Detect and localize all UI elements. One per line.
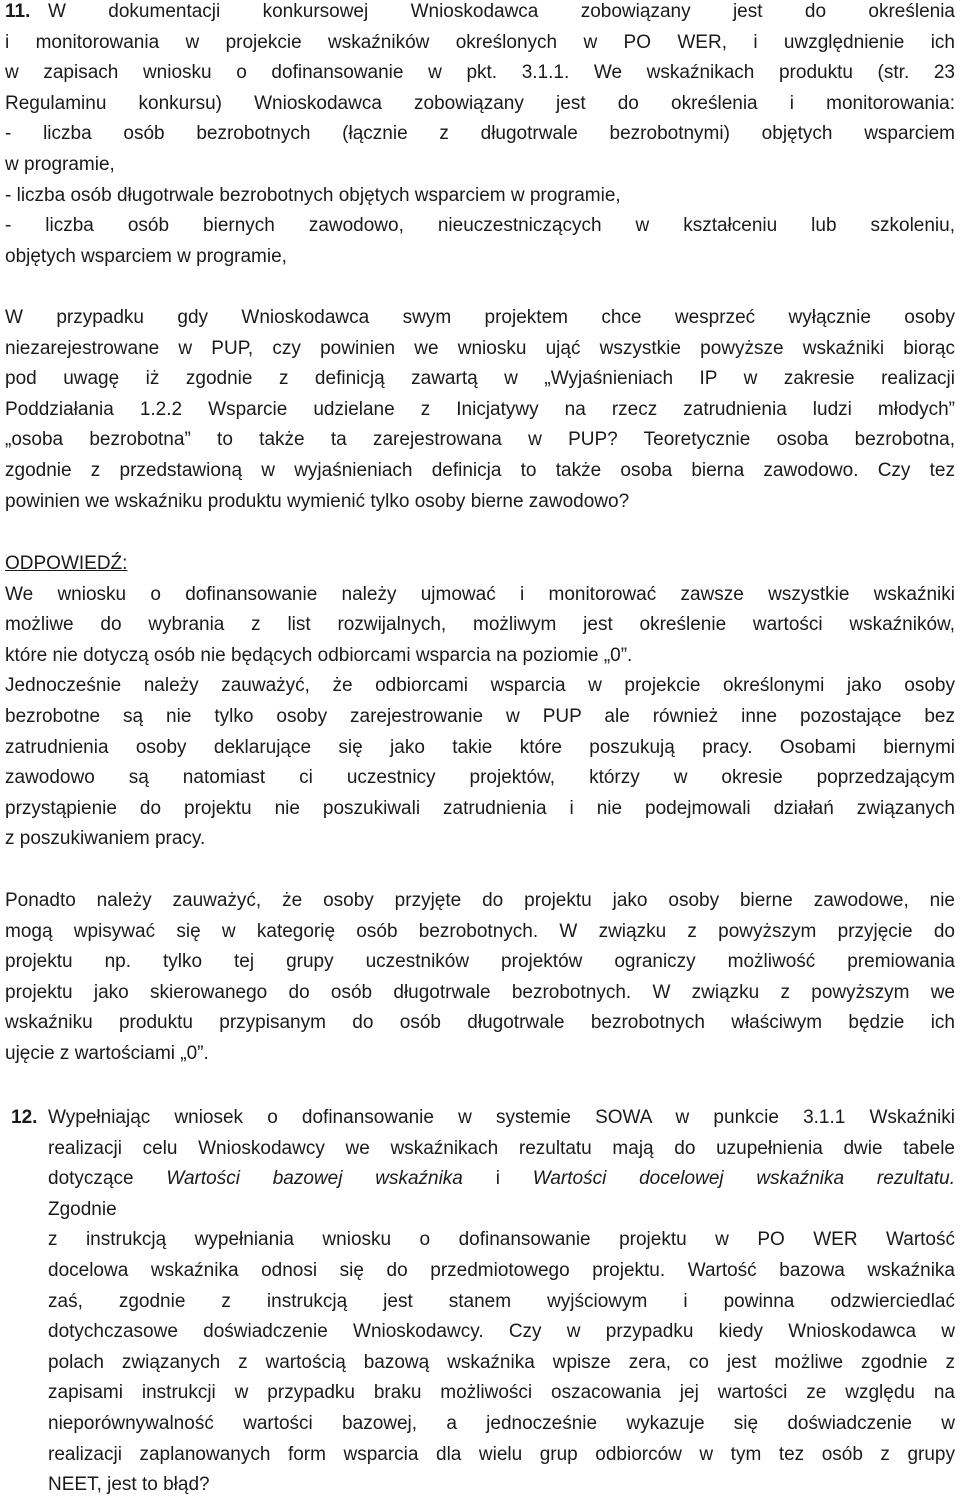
text-line: Jednocześnie należy zauważyć, że odbiorcami wsparcia w projekcie określonymi jako osoby: [5, 675, 955, 697]
text-line: projektu np. tylko tej grupy uczestników projektów ograniczy możliwość premiowania: [5, 951, 955, 973]
text-line: projektu jako skierowanego do osób długotrwale bezrobotnych. W związku z powyższym we: [5, 981, 955, 1003]
text-line: z instrukcją wypełniania wniosku o dofinansowanie projektu w PO WER Wartość: [48, 1229, 955, 1251]
text-line: ujęcie z wartościami „0”.: [5, 1042, 209, 1064]
text-segment: i: [495, 1168, 500, 1190]
text-line: niezarejestrowane w PUP, czy powinien we wniosku ująć wszystkie powyższe wskaźniki biorąc: [5, 337, 955, 359]
text-segment: dotyczące: [48, 1168, 134, 1190]
text-line: w zapisach wniosku o dofinansowanie w pkt. 3.1.1. We wskaźnikach produktu (str. 23: [5, 62, 955, 84]
text-line: wskaźniku produktu przypisanym do osób długotrwale bezrobotnych właściwym będzie ich: [5, 1012, 955, 1034]
question-12-number: 12.: [11, 1107, 38, 1128]
text-line: Wypełniając wniosek o dofinansowanie w systemie SOWA w punkcie 3.1.1 Wskaźniki: [48, 1107, 955, 1128]
text-line: w programie,: [5, 153, 115, 175]
text-line: - liczba osób długotrwale bezrobotnych objętych wsparciem w programie,: [5, 184, 621, 206]
text-line: powinien we wskaźniku produktu wymienić tylko osoby bierne zawodowo?: [5, 490, 630, 512]
question-12: [48, 1103, 955, 1501]
question-11-intro-first-line: [48, 0, 955, 28]
text-line: Poddziałania 1.2.2 Wsparcie udzielane z Inicjatywy na rzecz zatrudnienia ludzi młodych”: [5, 398, 955, 420]
text-line: i monitorowania w projekcie wskaźników określonych w PO WER, i uwzględnienie ich: [5, 31, 955, 53]
question-11-question: [5, 303, 955, 517]
text-line: realizacji zaplanowanych form wsparcia dla wielu grup odbiorców w tym tez osób z grupy: [48, 1443, 955, 1465]
text-line: zaś, zgodnie z instrukcją jest stanem wyjściowym i powinna odzwierciedlać: [48, 1290, 955, 1312]
text-line: które nie dotyczą osób nie będących odbiorcami wsparcia na poziomie „0”.: [5, 644, 633, 666]
text-line: możliwe do wybrania z list rozwijalnych, możliwym jest określenie wartości wskaźników,: [5, 614, 955, 636]
answer-section-continued: [5, 886, 955, 1070]
text-line: W dokumentacji konkursowej Wnioskodawca zobowiązany jest do określenia: [48, 1, 955, 22]
text-line-with-italics: [48, 1164, 955, 1195]
text-line: przystąpienie do projektu nie poszukiwali zatrudnienia i nie podejmowali działań związanych: [5, 797, 955, 819]
text-line: Ponadto należy zauważyć, że osoby przyjęte do projektu jako osoby bierne zawodowe, nie: [5, 890, 955, 911]
text-line: realizacji celu Wnioskodawcy we wskaźnikach rezultatu mają do uzupełnienia dwie tabele: [48, 1137, 955, 1159]
text-line: zapisami instrukcji w przypadku braku możliwości oszacowania jej wartości ze względu na: [48, 1382, 955, 1404]
text-line: „osoba bezrobotna” to także ta zarejestrowana w PUP? Teoretycznie osoba bezrobotna,: [5, 429, 955, 451]
answer-section: [5, 549, 955, 855]
text-line: - liczba osób biernych zawodowo, nieuczestniczących w kształceniu lub szkoleniu,: [5, 215, 955, 237]
italic-term-baseline: Wartości bazowej wskaźnika: [166, 1168, 463, 1190]
text-line: We wniosku o dofinansowanie należy ujmować i monitorować zawsze wszystkie wskaźniki: [5, 583, 955, 605]
text-line: zawodowo są natomiast ci uczestnicy projektów, którzy w okresie poprzedzającym: [5, 767, 955, 789]
italic-term-target: Wartości docelowej wskaźnika rezultatu.: [532, 1168, 955, 1190]
text-line: pod uwagę iż zgodnie z definicją zawartą w „Wyjaśnieniach IP w zakresie realizacji: [5, 368, 955, 390]
text-line: dotychczasowe doświadczenie Wnioskodawcy. Czy w przypadku kiedy Wnioskodawca w: [48, 1321, 955, 1343]
question-11-number: 11.: [5, 1, 31, 22]
text-line: bezrobotne są nie tylko osoby zarejestrowanie w PUP ale również inne pozostające bez: [5, 705, 955, 727]
text-line: polach związanych z wartością bazową wskaźnika wpisze zera, co jest możliwe zgodnie z: [48, 1351, 955, 1373]
text-line: NEET, jest to błąd?: [48, 1474, 210, 1496]
text-line: objętych wsparciem w programie,: [5, 245, 287, 267]
text-line: Zgodnie: [48, 1198, 117, 1220]
answer-label: ODPOWIEDŹ:: [5, 553, 128, 574]
text-line: Regulaminu konkursu) Wnioskodawca zobowiązany jest do określenia i monitorowania:: [5, 92, 955, 114]
text-line: zatrudnienia osoby deklarujące się jako takie które poszukują pracy. Osobami biernymi: [5, 736, 955, 758]
text-line: mogą wpisywać się w kategorię osób bezrobotnych. W związku z powyższym przyjęcie do: [5, 920, 955, 942]
text-line: zgodnie z przedstawioną w wyjaśnieniach definicja to także osoba bierna zawodowo. Czy tez: [5, 459, 955, 481]
text-line: - liczba osób bezrobotnych (łącznie z długotrwale bezrobotnymi) objętych wsparciem: [5, 123, 955, 145]
text-line: W przypadku gdy Wnioskodawca swym projektem chce wesprzeć wyłącznie osoby: [5, 307, 955, 328]
text-line: z poszukiwaniem pracy.: [5, 828, 206, 850]
text-line: docelowa wskaźnika odnosi się do przedmiotowego projektu. Wartość bazowa wskaźnika: [48, 1259, 955, 1281]
text-line: nieporównywalność wartości bazowej, a jednocześnie wykazuje się doświadczenie w: [48, 1412, 955, 1434]
question-11-intro: [5, 28, 955, 273]
